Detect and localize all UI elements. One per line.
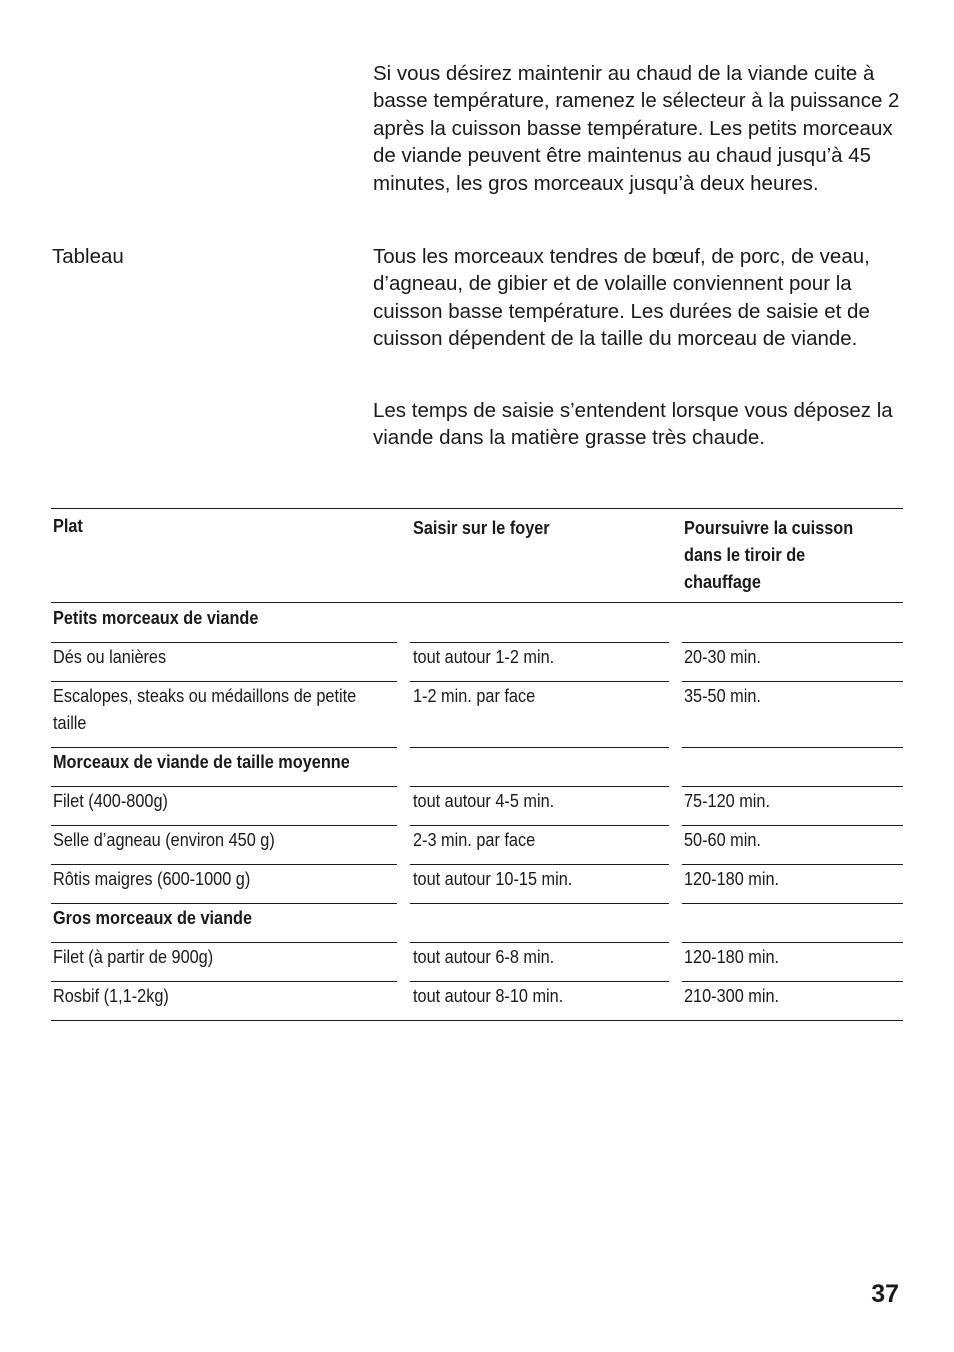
- row-divider: [51, 1020, 903, 1021]
- section-heading: Tableau: [52, 245, 124, 268]
- header-continue: Poursuivre la cuisson: [684, 517, 854, 538]
- continue-time: 210-300 min.: [684, 985, 780, 1006]
- section-paragraph-2: Les temps de saisie s’entendent lorsque vous déposez la viande dans la matière grasse très chaude.: [373, 399, 893, 450]
- continue-time: 50-60 min.: [684, 829, 761, 850]
- row-divider: [682, 747, 903, 748]
- dish-name: Filet (à partir de 900g): [53, 946, 214, 967]
- continue-time: 75-120 min.: [684, 790, 770, 811]
- header-sear: Saisir sur le foyer: [413, 517, 550, 538]
- group-heading: Gros morceaux de viande: [53, 907, 253, 928]
- header-continue: dans le tiroir de: [684, 544, 806, 565]
- group-heading: Petits morceaux de viande: [53, 607, 259, 628]
- row-divider: [682, 903, 903, 904]
- continue-time: 20-30 min.: [684, 646, 761, 667]
- sear-time: tout autour 10-15 min.: [413, 868, 573, 889]
- group-heading: Morceaux de viande de taille moyenne: [53, 751, 350, 772]
- sear-time: 1-2 min. par face: [413, 685, 536, 706]
- dish-name: Rosbif (1,1-2kg): [53, 985, 169, 1006]
- dish-name: Escalopes, steaks ou médaillons de petite: [53, 685, 357, 706]
- continue-time: 120-180 min.: [684, 868, 780, 889]
- section-paragraph-1: Tous les morceaux tendres de bœuf, de porc, de veau, d’agneau, de gibier et de volaille conviennent pour la cuisson basse température. Les durées de saisie et de cuisson dépendent de la taille du morceau de viande.: [373, 245, 870, 351]
- dish-name: Selle d’agneau (environ 450 g): [53, 829, 275, 850]
- row-divider: [410, 747, 669, 748]
- dish-name: Dés ou lanières: [53, 646, 167, 667]
- intro-paragraph: Si vous désirez maintenir au chaud de la viande cuite à basse température, ramenez le sélecteur à la puissance 2 après la cuisson basse température. Les petits morceaux de viande peuvent être maintenus au chaud jusqu’à 45 minutes, les gros morceaux jusqu’à deux heures.: [373, 62, 900, 195]
- sear-time: tout autour 4-5 min.: [413, 790, 555, 811]
- header-dish: Plat: [53, 515, 83, 536]
- dish-name: Filet (400-800g): [53, 790, 168, 811]
- sear-time: tout autour 1-2 min.: [413, 646, 555, 667]
- header-continue: chauffage: [684, 571, 761, 592]
- page-number: 37: [871, 1280, 899, 1308]
- sear-time: tout autour 6-8 min.: [413, 946, 555, 967]
- sear-time: tout autour 8-10 min.: [413, 985, 564, 1006]
- continue-time: 35-50 min.: [684, 685, 761, 706]
- dish-name: Rôtis maigres (600-1000 g): [53, 868, 251, 889]
- sear-time: 2-3 min. par face: [413, 829, 536, 850]
- continue-time: 120-180 min.: [684, 946, 780, 967]
- dish-name: taille: [53, 712, 87, 733]
- row-divider: [410, 903, 669, 904]
- table-top-rule: [51, 508, 903, 509]
- table-header-rule: [51, 602, 903, 603]
